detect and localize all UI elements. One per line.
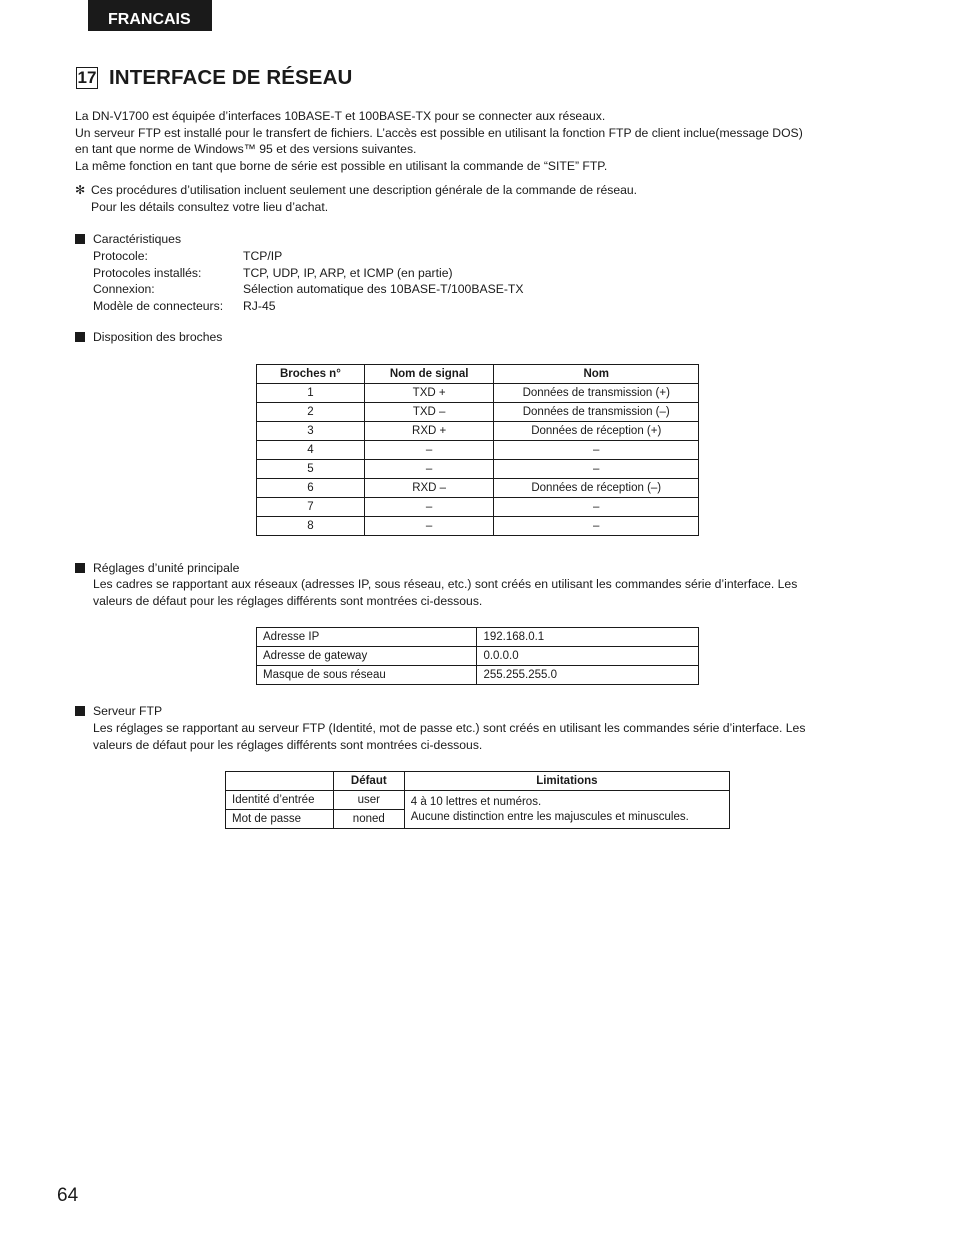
table-cell: 255.255.255.0 bbox=[477, 666, 699, 685]
language-tab bbox=[88, 0, 212, 31]
spec-value: TCP, UDP, IP, ARP, et ICMP (en partie) bbox=[243, 265, 453, 280]
table-row bbox=[257, 460, 699, 479]
table-cell: Données de transmission (–) bbox=[494, 403, 699, 422]
table-cell: 1 bbox=[257, 384, 365, 403]
intro-line: La DN-V1700 est équipée d’interfaces 10BASE-T et 100BASE-TX pour se connecter aux réseaux. bbox=[75, 109, 606, 123]
table-cell: 6 bbox=[257, 479, 365, 498]
limitation-line: 4 à 10 lettres et numéros. bbox=[410, 796, 542, 808]
spec-value: Sélection automatique des 10BASE-T/100BASE-TX bbox=[243, 282, 524, 296]
table-cell: – bbox=[364, 498, 494, 517]
main-unit-heading bbox=[75, 560, 239, 577]
spec-label: Protocoles installés: bbox=[93, 265, 202, 280]
section-number: 17 bbox=[77, 68, 97, 87]
spec-row bbox=[93, 298, 523, 315]
note-line: Ces procédures d’utilisation incluent seulement une description générale de la commande de réseau. bbox=[91, 183, 638, 197]
note-line: Pour les détails consultez votre lieu d’achat. bbox=[91, 199, 329, 214]
table-cell: Adresse IP bbox=[257, 628, 477, 647]
table-cell: TXD + bbox=[364, 384, 494, 403]
square-bullet-icon bbox=[75, 332, 85, 342]
table-cell: Masque de sous réseau bbox=[257, 666, 477, 685]
description-line: valeurs de défaut pour les réglages différents sont montrées ci-dessous. bbox=[93, 737, 483, 752]
heading-text: Serveur FTP bbox=[93, 704, 163, 718]
column-header: Défaut bbox=[333, 772, 404, 791]
intro-line: La même fonction en tant que borne de série est possible en utilisant la commande de “SITE” FTP. bbox=[75, 158, 608, 173]
intro-paragraph bbox=[75, 108, 890, 174]
intro-line: Un serveur FTP est installé pour le transfert de fichiers. L’accès est possible en utilisant la fonction FTP de client inclue(message DOS) bbox=[75, 125, 803, 140]
table-cell: Adresse de gateway bbox=[257, 647, 477, 666]
table-cell: 192.168.0.1 bbox=[477, 628, 699, 647]
table-cell: – bbox=[364, 517, 494, 536]
spec-row bbox=[93, 248, 523, 265]
ftp-heading bbox=[75, 703, 162, 720]
note bbox=[75, 182, 890, 215]
table-cell: – bbox=[494, 498, 699, 517]
language-label: FRANCAIS bbox=[108, 11, 191, 28]
column-header: Broches n° bbox=[257, 365, 365, 384]
limitations-cell bbox=[404, 791, 729, 829]
pins-heading bbox=[75, 329, 222, 346]
table-row bbox=[257, 666, 699, 685]
characteristics-list bbox=[93, 248, 523, 314]
table-header-row bbox=[257, 365, 699, 384]
spec-row bbox=[93, 265, 523, 282]
asterisk-icon: ✻ bbox=[75, 183, 86, 197]
table-cell: 4 bbox=[257, 441, 365, 460]
table-cell: Données de réception (+) bbox=[494, 422, 699, 441]
table-cell: 8 bbox=[257, 517, 365, 536]
table-cell: – bbox=[364, 460, 494, 479]
description-line: Les cadres se rapportant aux réseaux (adresses IP, sous réseau, etc.) sont créés en utilisant les commandes série d’interface. Les bbox=[93, 577, 798, 591]
characteristics-heading bbox=[75, 231, 181, 248]
table-cell: RXD + bbox=[364, 422, 494, 441]
heading-text: Disposition des broches bbox=[93, 330, 223, 344]
column-header: Limitations bbox=[404, 772, 729, 791]
network-settings-table bbox=[256, 627, 699, 685]
table-cell: 2 bbox=[257, 403, 365, 422]
spec-row bbox=[93, 281, 523, 298]
table-row bbox=[257, 498, 699, 517]
column-header: Nom bbox=[494, 365, 699, 384]
section-title: INTERFACE DE RÉSEAU bbox=[109, 65, 353, 89]
table-cell: Données de réception (–) bbox=[494, 479, 699, 498]
table-row bbox=[257, 479, 699, 498]
table-row bbox=[257, 517, 699, 536]
square-bullet-icon bbox=[75, 234, 85, 244]
table-cell: – bbox=[494, 517, 699, 536]
table-row bbox=[226, 791, 730, 810]
square-bullet-icon bbox=[75, 563, 85, 573]
table-cell: 7 bbox=[257, 498, 365, 517]
table-cell: – bbox=[364, 441, 494, 460]
table-cell: Identité d’entrée bbox=[226, 791, 334, 810]
column-header: Nom de signal bbox=[364, 365, 494, 384]
table-cell: Mot de passe bbox=[226, 810, 334, 829]
table-cell: user bbox=[333, 791, 404, 810]
spec-label: Protocole: bbox=[93, 249, 148, 263]
table-cell: RXD – bbox=[364, 479, 494, 498]
table-cell: – bbox=[494, 460, 699, 479]
table-header-row bbox=[226, 772, 730, 791]
table-row bbox=[257, 441, 699, 460]
table-row bbox=[257, 647, 699, 666]
table-cell: noned bbox=[333, 810, 404, 829]
spec-label: Modèle de connecteurs: bbox=[93, 298, 224, 313]
table-cell: 3 bbox=[257, 422, 365, 441]
table-cell: 0.0.0.0 bbox=[477, 647, 699, 666]
spec-value: RJ-45 bbox=[243, 298, 276, 313]
column-header bbox=[226, 772, 334, 791]
description-line: Les réglages se rapportant au serveur FTP (Identité, mot de passe etc.) sont créés en utilisant les commandes série d’interface. Les bbox=[93, 721, 806, 735]
heading-text: Réglages d’unité principale bbox=[93, 561, 240, 575]
spec-label: Connexion: bbox=[93, 282, 155, 296]
page-number: 64 bbox=[57, 1185, 79, 1206]
spec-value: TCP/IP bbox=[243, 249, 283, 263]
table-cell: Données de transmission (+) bbox=[494, 384, 699, 403]
table-row bbox=[257, 403, 699, 422]
intro-line: en tant que norme de Windows™ 95 et des versions suivantes. bbox=[75, 142, 417, 156]
table-row bbox=[257, 384, 699, 403]
table-cell: – bbox=[494, 441, 699, 460]
table-row bbox=[257, 422, 699, 441]
limitation-line: Aucune distinction entre les majuscules et minuscules. bbox=[410, 811, 689, 823]
table-cell: 5 bbox=[257, 460, 365, 479]
main-unit-description bbox=[93, 576, 883, 609]
heading-text: Caractéristiques bbox=[93, 232, 182, 246]
table-row bbox=[257, 628, 699, 647]
ftp-description bbox=[93, 720, 883, 753]
table-cell: TXD – bbox=[364, 403, 494, 422]
pin-table bbox=[256, 364, 699, 536]
description-line: valeurs de défaut pour les réglages différents sont montrées ci-dessous. bbox=[93, 593, 483, 608]
ftp-table bbox=[225, 771, 730, 829]
section-heading bbox=[76, 67, 352, 89]
square-bullet-icon bbox=[75, 706, 85, 716]
